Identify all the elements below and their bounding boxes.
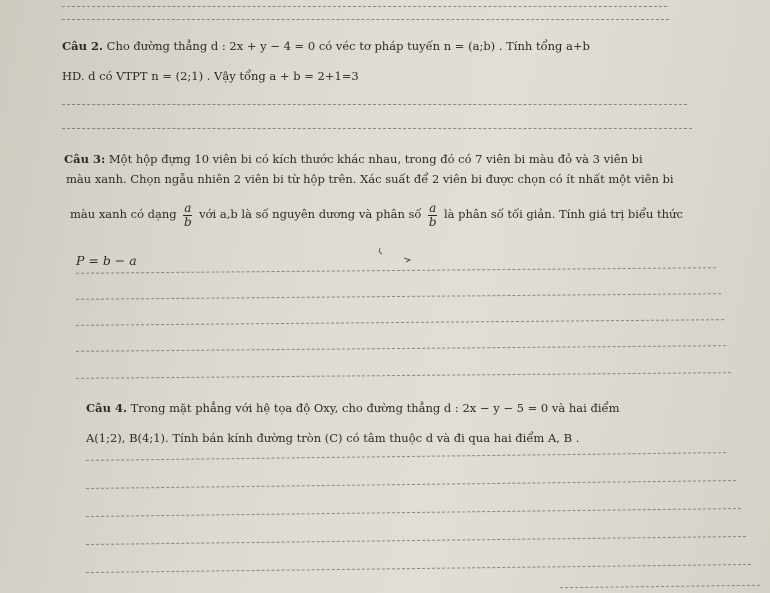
answer-line xyxy=(62,6,667,7)
answer-line xyxy=(86,536,746,545)
answer-line xyxy=(76,345,726,352)
answer-line xyxy=(76,267,716,274)
answer-line xyxy=(86,480,736,489)
question-4-line2: A(1;2), B(4;1). Tính bán kính đường tròn (C) có tâm thuộc d và đi qua hai điểm A, B . xyxy=(86,431,580,445)
answer-line xyxy=(86,564,751,573)
answer-line xyxy=(86,452,726,461)
question-3-line3: màu xanh có dạng $\frac{a}{b}$ với a,b là số nguyên dương và phân số $\frac{a}{b}$ là phân số tối giản. Tính giá trị biểu thức xyxy=(70,201,683,229)
answer-line xyxy=(76,319,724,326)
hint-line xyxy=(62,70,359,84)
fraction-a-over-b: $\frac{a}{b}$ xyxy=(184,201,192,229)
hint-text: HD. d có VTPT n = (2;1) . Vậy tổng a + b = 2+1=3 xyxy=(62,69,359,83)
question-4-line1: Câu 4. Trong mặt phẳng với hệ tọa độ Oxy, cho đường thẳng d : 2x − y − 5 = 0 và hai điểm xyxy=(86,401,620,415)
answer-line xyxy=(86,508,741,517)
answer-line xyxy=(76,293,721,300)
question-3-label: Câu 3: xyxy=(64,152,106,166)
answer-line xyxy=(76,372,731,379)
question-3-line1: Câu 3: Một hộp đựng 10 viên bi có kích thước khác nhau, trong đó có 7 viên bi màu đỏ và 3 viên bi xyxy=(64,152,643,166)
pen-mark xyxy=(370,236,430,266)
answer-line xyxy=(62,19,669,20)
question-3-line2: màu xanh. Chọn ngẫu nhiên 2 viên bi từ hộp trên. Xác suất để 2 viên bi được chọn có ít nhất một viên bi xyxy=(66,172,674,186)
answer-line xyxy=(62,104,687,105)
question-2-text: Cho đường thẳng d : 2x + y − 4 = 0 có véc tơ pháp tuyến n = (a;b) . Tính tổng a+b xyxy=(106,39,590,53)
question-2 xyxy=(62,40,590,54)
fraction-a-over-b: $\frac{a}{b}$ xyxy=(428,201,437,229)
answer-line xyxy=(560,585,760,588)
expression-p: P = b − a xyxy=(76,253,137,268)
question-2-label: Câu 2. xyxy=(62,39,103,53)
answer-line xyxy=(62,128,692,129)
question-4-label: Câu 4. xyxy=(86,401,127,415)
